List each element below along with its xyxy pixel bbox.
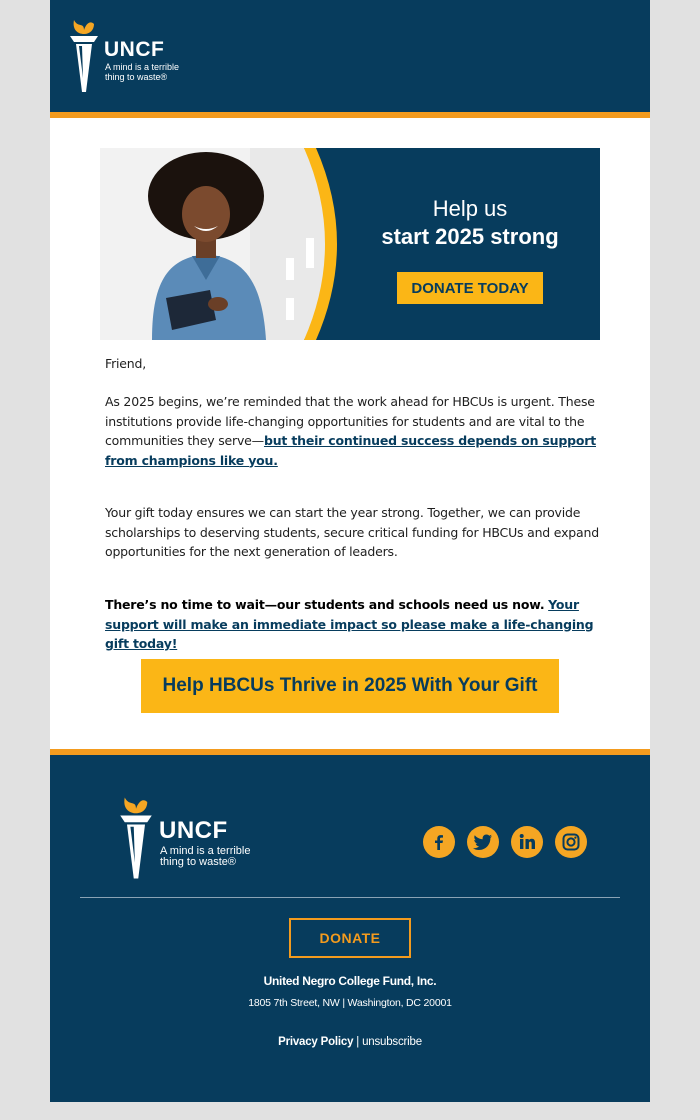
footer-uncf-torch-logo-icon	[118, 795, 154, 881]
logo-wordmark: UNCF	[104, 38, 165, 61]
paragraph-2: Your gift today ensures we can start the year strong. Together, we can provide scholarships to deserving students, secure critical funding for HBCUs and expand opportunities for the next generation of leaders.	[105, 505, 599, 559]
paragraph-1-text: As 2025 begins, we’re reminded that the work ahead for HBCUs is urgent. These institutions provide life-changing opportunities for students and are vital to the communities they serve—	[105, 394, 595, 448]
org-name: United Negro College Fund, Inc.	[263, 974, 437, 988]
twitter-icon[interactable]	[467, 826, 499, 858]
footer-logo-tagline-line1: A mind is a terrible	[160, 845, 251, 857]
paragraph-1	[105, 392, 600, 470]
banner-headline-line1: Help us	[432, 196, 508, 221]
footer-divider	[80, 897, 620, 898]
instagram-icon[interactable]	[555, 826, 587, 858]
header	[50, 0, 650, 112]
facebook-icon[interactable]	[423, 826, 455, 858]
org-address: 1805 7th Street, NW | Washington, DC 20001	[248, 997, 452, 1009]
footer-logo-tagline-line2: thing to waste®	[160, 856, 236, 868]
banner-headline-line2: start 2025 strong	[381, 224, 559, 249]
linkedin-icon[interactable]	[511, 826, 543, 858]
paragraph-3-link[interactable]: Your support will make an immediate impact so please make a life-changing gift today!	[105, 597, 594, 651]
logo-tagline-line1: A mind is a terrible	[105, 62, 180, 72]
header-accent-bar	[50, 112, 650, 118]
privacy-policy-link[interactable]: Privacy Policy	[278, 1036, 354, 1048]
paragraph-1-link[interactable]: but their continued success depends on support from champions like you.	[105, 433, 596, 468]
footer-links	[50, 1036, 650, 1048]
email-container	[50, 0, 650, 1102]
hero-banner[interactable]	[100, 148, 600, 340]
footer-logo-wordmark: UNCF	[159, 817, 228, 844]
footer-link-separator: |	[356, 1036, 360, 1048]
banner-donate-today-button[interactable]: DONATE TODAY	[397, 272, 543, 304]
greeting: Friend,	[105, 356, 147, 371]
uncf-torch-logo-icon	[68, 18, 100, 94]
help-hbcus-thrive-button[interactable]: Help HBCUs Thrive in 2025 With Your Gift	[141, 659, 559, 713]
paragraph-3-bold: There’s no time to wait—our students and schools need us now.	[105, 597, 545, 612]
unsubscribe-link[interactable]: unsubscribe	[362, 1036, 422, 1048]
logo-tagline-line2: thing to waste®	[105, 72, 168, 82]
footer	[50, 755, 650, 1102]
paragraph-3	[105, 595, 600, 654]
student-photo-image	[100, 148, 340, 340]
footer-donate-button[interactable]: DONATE	[289, 918, 411, 958]
